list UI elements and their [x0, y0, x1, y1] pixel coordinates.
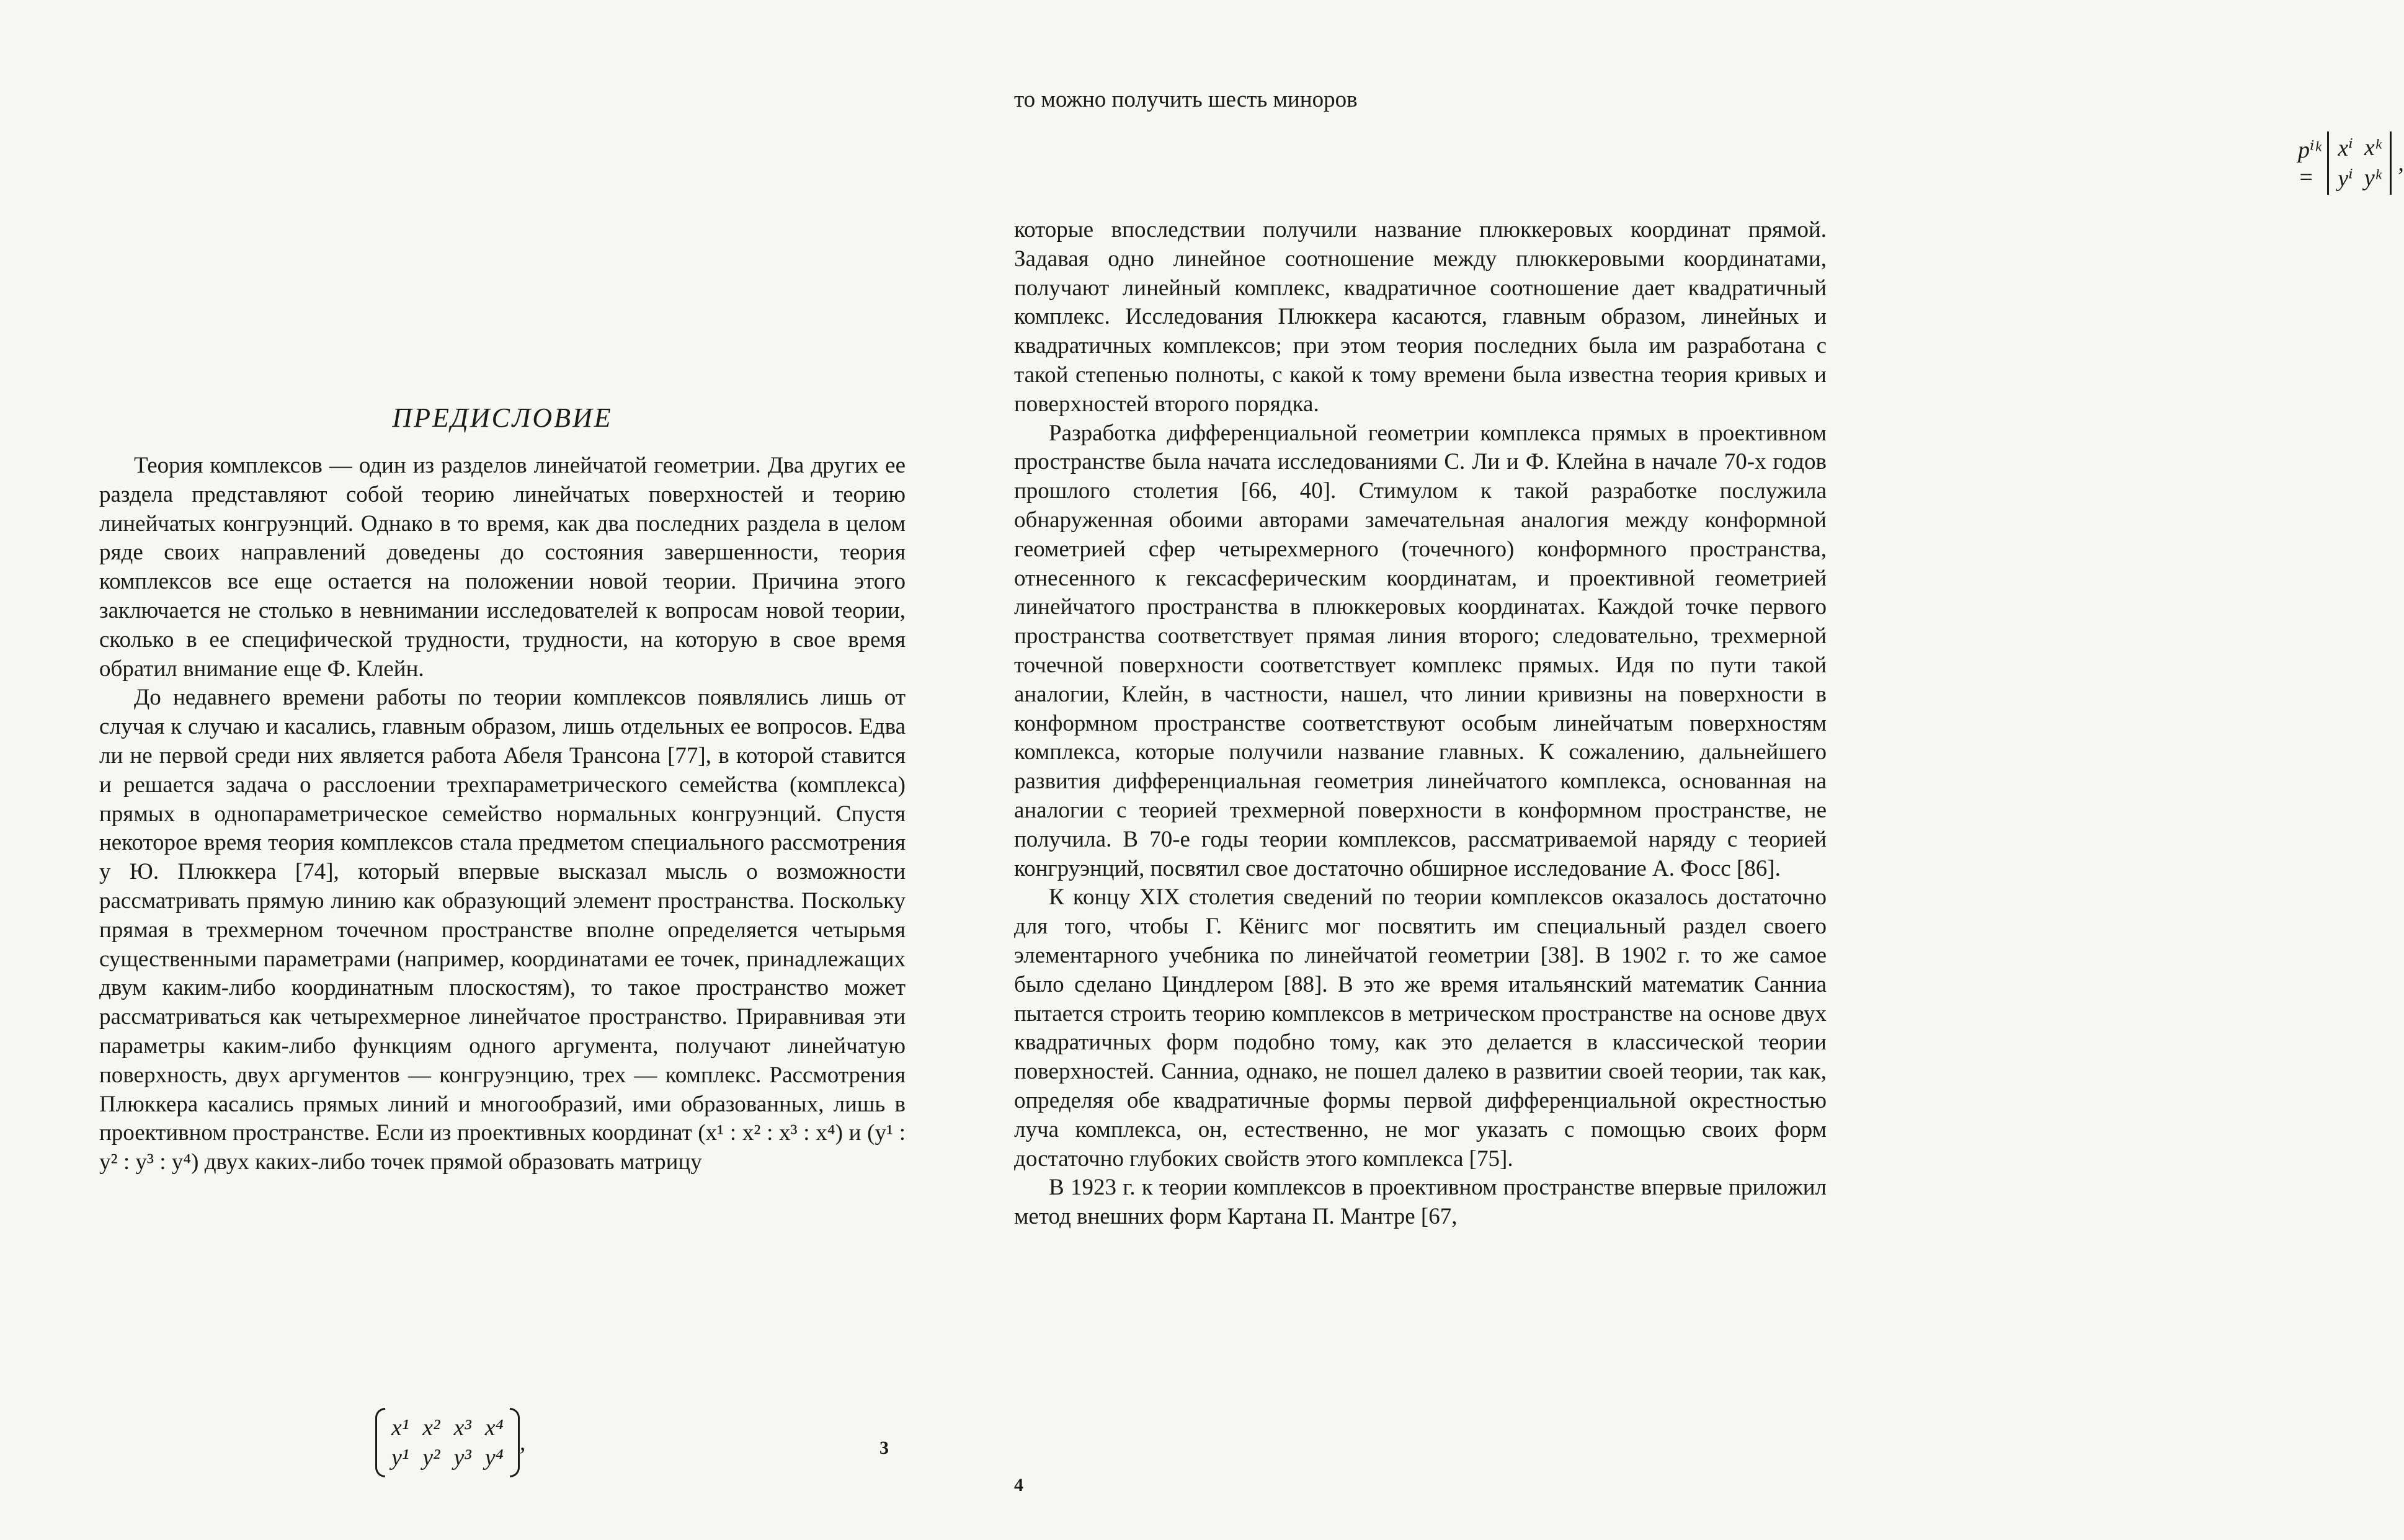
left-page — [0, 0, 946, 1540]
lead-line: то можно получить шесть миноров — [1014, 87, 1358, 112]
right-page — [946, 0, 2404, 1540]
coordinate-matrix — [375, 1408, 525, 1484]
matrix-cell: y³ — [453, 1444, 471, 1471]
matrix-cell: x³ — [453, 1415, 471, 1441]
right-paren — [510, 1408, 520, 1477]
det-cell: yᵏ — [2364, 165, 2382, 191]
paragraph: В 1923 г. к теории комплексов в проективном пространстве впервые приложил метод внешних форм Картана П. Мантре [67, — [1014, 1175, 1827, 1230]
det-cell: xⁱ — [2338, 135, 2353, 161]
paragraph: Теория комплексов — один из разделов линейчатой геометрии. Два других ее раздела представляют собой теорию линейчатых поверхностей и теорию линейчатых конгруэнций. Однако в то время, как два последних раздела в целом ряде своих направлений доведены до состояния завершенности, теория комплексов все еще остается на положении новой теории. Причина этого заключается не столько в невнимании исследователей к вопросам новой теории, сколько в ее специфической трудности, трудности, на которую в свое время обратил внимание еще Ф. Клейн. — [99, 453, 906, 682]
matrix-cell: x² — [422, 1415, 440, 1441]
minor-suffix: , — [2398, 150, 2404, 176]
matrix-cell: x⁴ — [484, 1415, 504, 1441]
paragraph: которые впоследствии получили название плюккеровых координат прямой. Задавая одно линейное соотношение между плюккеровыми координатами, получают линейный комплекс, квадратичное соотношение дает квадратичный комплекс. Исследования Плюккера касаются, главным образом, линейных и квадратичных комплексов; при этом теория последних была им разработана с такой степенью полноты, с какой к тому времени была известна теория кривых и поверхностей второго порядка. — [1014, 217, 1827, 417]
page-number: 3 — [879, 1438, 889, 1458]
paragraph: До недавнего времени работы по теории комплексов появлялись лишь от случая к случаю и касались, главным образом, лишь отдельных ее вопросов. Едва ли не первой среди них является работа Абеля Трансона [77], в которой ставится и решается задача о расслоении трехпараметрического семейства (комплекса) прямых в однопараметрическое семейство нормальных конгруэнций. Спустя некоторое время теория комплексов стала предметом специального рассмотрения у Ю. Плюккера [74], который впервые высказал мысль о возможности рассматривать прямую линию как образующий элемент пространства. Поскольку прямая в трехмерном точечном пространстве вполне определяется четырьмя существенными параметрами (например, координатами ее точек, принадлежащих двум каким-либо координатным плоскостям), то такое пространство может рассматриваться как четырехмерное линейчатое пространство. Приравнивая эти параметры каким-либо функциям одного аргумента, получают линейчатую поверхность, двух аргументов — конгруэнцию, трех — комплекс. Рассмотрения Плюккера касались прямых линий и многообразий, ими образованных, лишь в проективном пространстве. Если из проективных координат (x¹ : x² : x³ : x⁴) и (y¹ : y² : y³ : y⁴) двух каких-либо точек прямой образовать матрицу — [99, 685, 906, 1175]
left-body-text — [99, 452, 906, 1177]
matrix-cell: y¹ — [391, 1444, 409, 1471]
minor-lhs: pⁱᵏ = — [2298, 136, 2322, 190]
page-number: 4 — [1014, 1475, 1023, 1495]
minor-formula — [2298, 131, 2404, 195]
matrix-cell: x¹ — [391, 1415, 409, 1441]
matrix-suffix: , — [519, 1430, 526, 1456]
page-title: ПРЕДИСЛОВИЕ — [392, 403, 613, 433]
paragraph: К концу XIX столетия сведений по теории комплексов оказалось достаточно для того, чтобы Г. Кёнигс мог посвятить им специальный раздел своего элементарного учебника по линейчатой геометрии [38]. В 1902 г. то же самое было сделано Циндлером [88]. В это же время итальянский математик Санниа пытается строить теорию комплексов в метрическом пространстве на основе двух квадратичных форм подобно тому, как это делается в классической теории поверхностей. Санниа, однако, не пошел далеко в развитии своей теории, так как, определяя обе квадратичные формы первой дифференциальной окрестностью луча комплекса, он, естественно, не мог указать с помощью своих форм достаточно глубоких свойств этого комплекса [75]. — [1014, 884, 1827, 1172]
left-paren — [375, 1408, 385, 1477]
determinant — [2327, 131, 2392, 195]
det-cell: yⁱ — [2338, 166, 2353, 192]
det-cell: xᵏ — [2364, 135, 2382, 161]
matrix-cell: y⁴ — [484, 1444, 504, 1471]
paragraph: Разработка дифференциальной геометрии комплекса прямых в проективном пространстве была начата исследованиями С. Ли и Ф. Клейна в начале 70-х годов прошлого столетия [66, 40]. Стимулом к такой разработке послужила обнаруженная обоими авторами замечательная аналогия между конформной геометрией сфер четырехмерного (точечного) конформного пространства, отнесенного к гексасферическим координатам, и проективной геометрией линейчатого пространства в плюккеровых координатах. Каждой точке первого пространства соответствует прямая линия второго; следовательно, трехмерной точечной поверхности соответствует комплекс прямых. Идя по пути такой аналогии, Клейн, в частности, нашел, что линии кривизны на поверхности в конформном пространстве соответствуют особым линейчатым поверхностям комплекса, которые получили название главных. К сожалению, дальнейшего развития дифференциальная геометрия линейчатого комплекса, основанная на аналогии с теорией трехмерной поверхности в конформном пространстве, не получила. В 70-е годы теории комплексов, рассматриваемой наряду с теорией конгруэнций, посвятил свое достаточно обширное исследование А. Фосс [86]. — [1014, 420, 1827, 881]
matrix-cell: y² — [422, 1444, 440, 1471]
right-body-text — [1014, 216, 1827, 1232]
